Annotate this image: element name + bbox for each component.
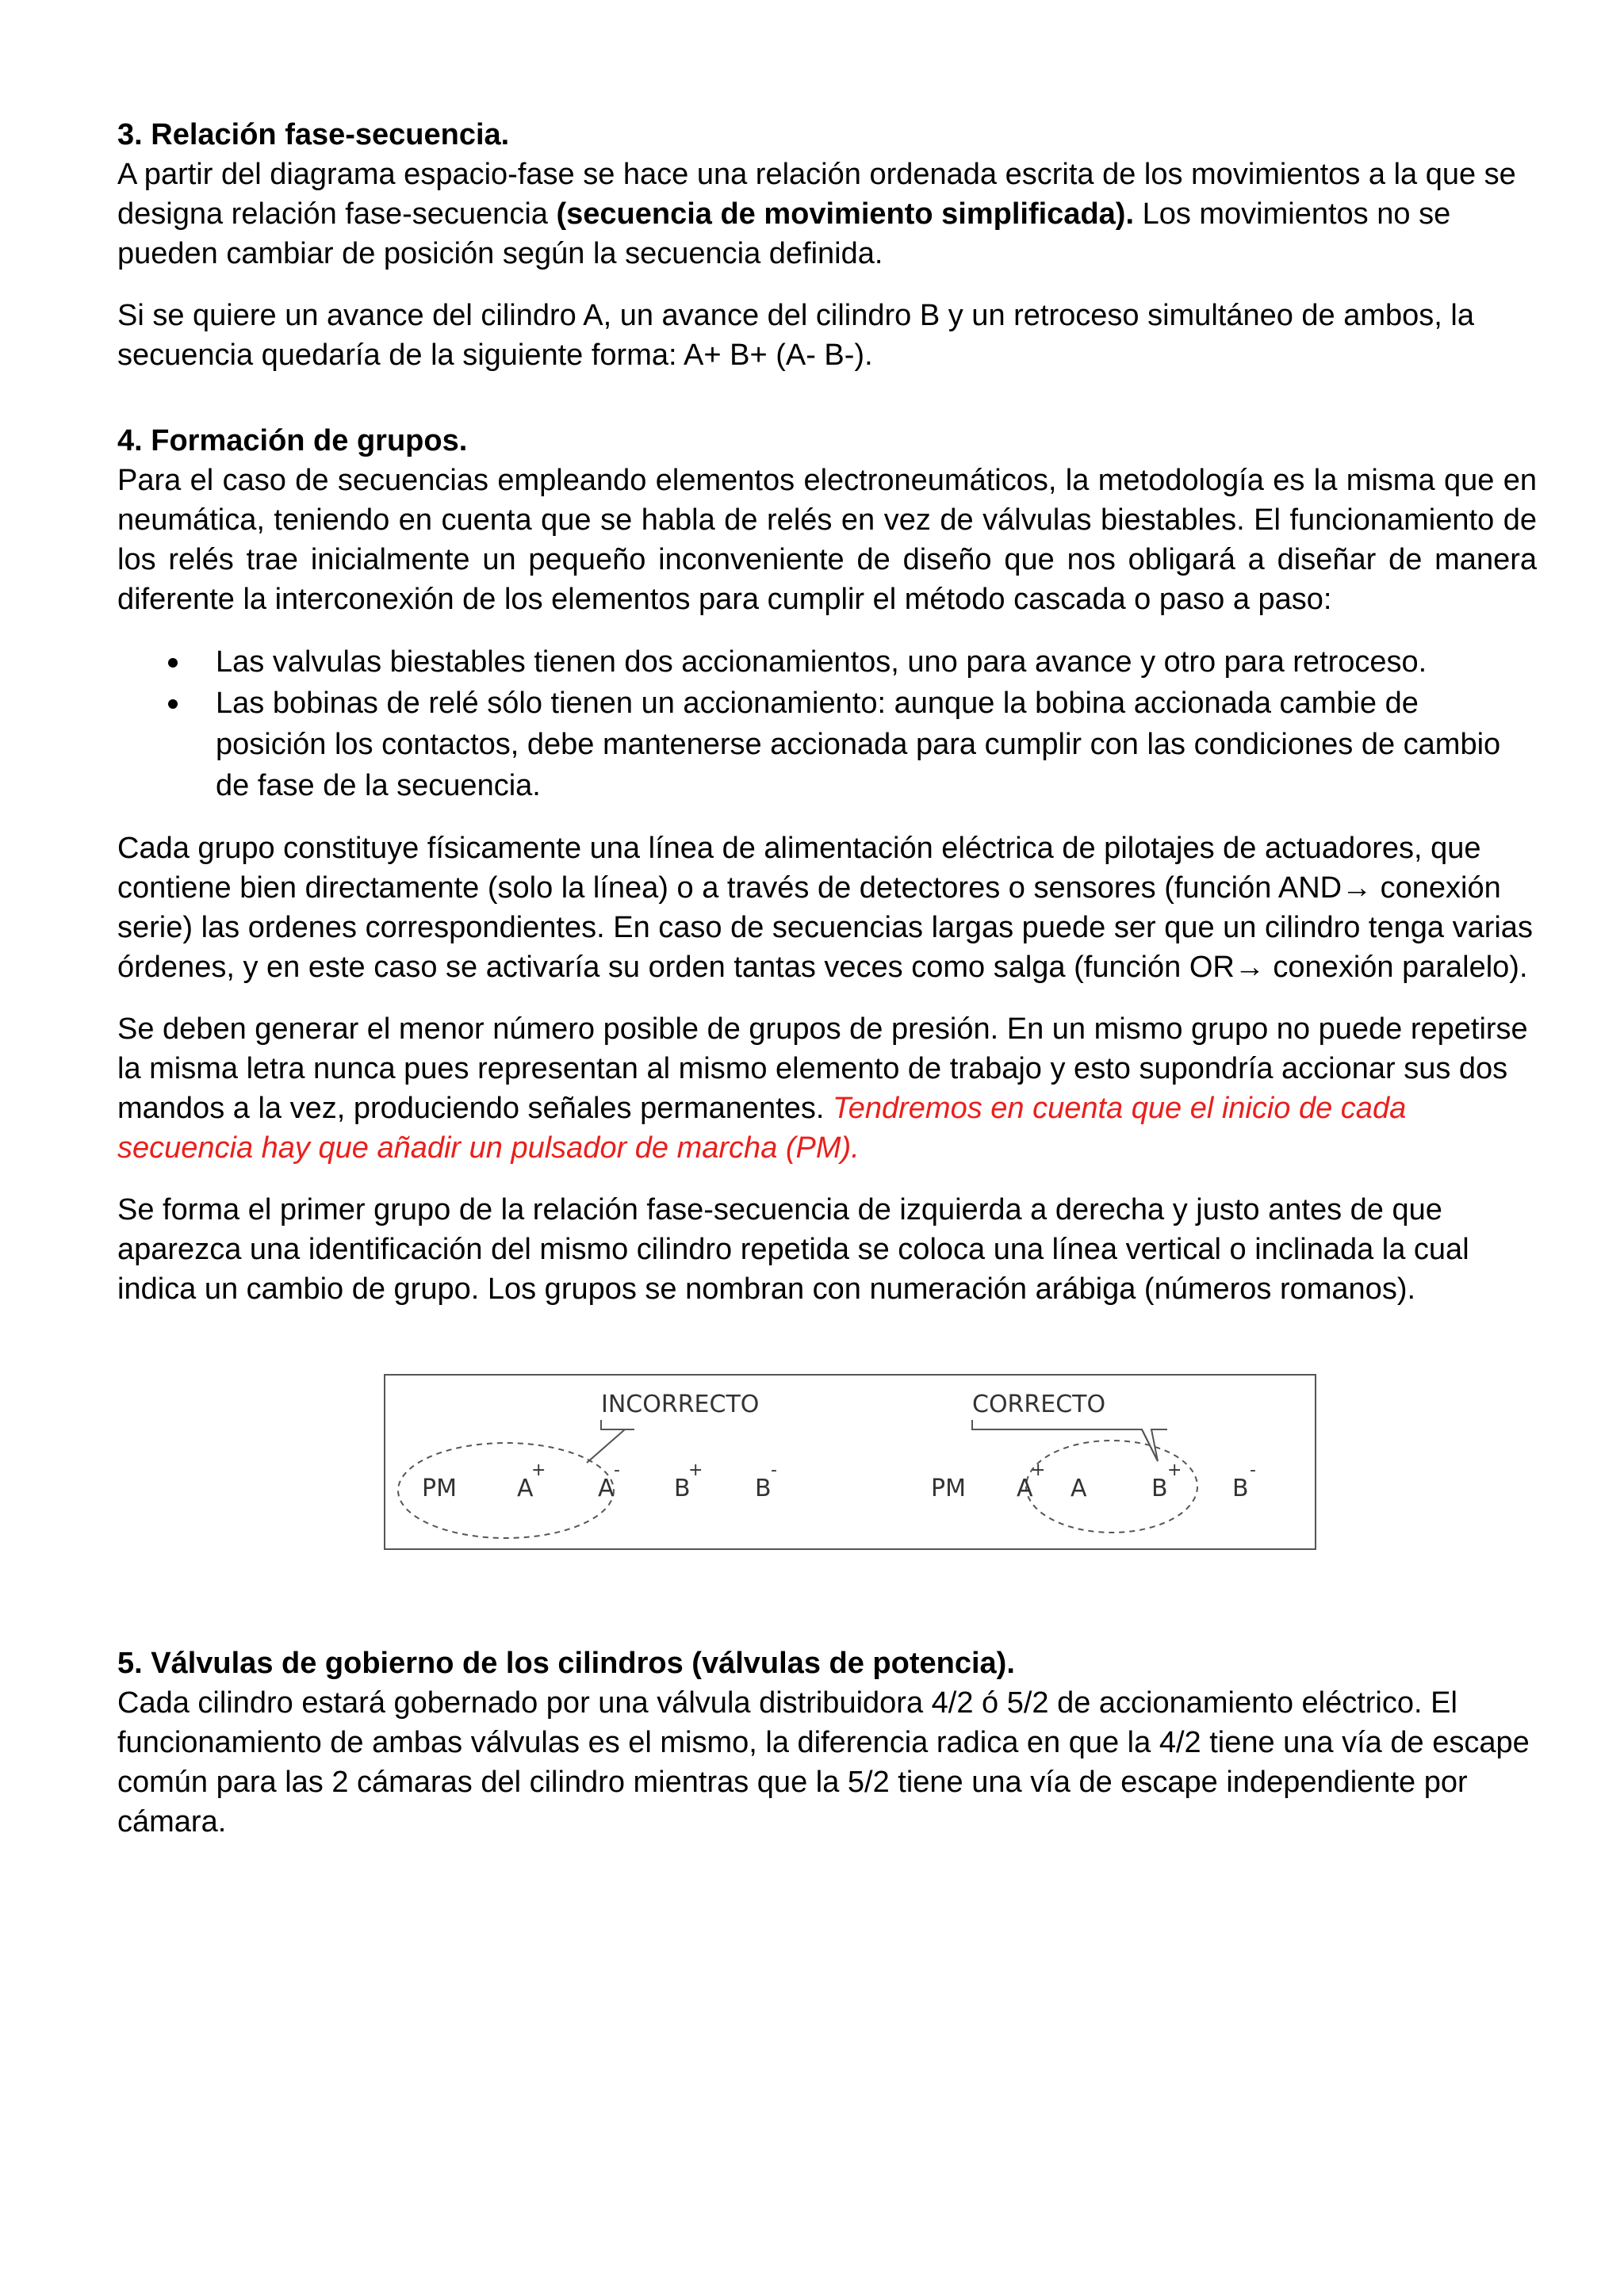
section-4-p3-text: Se deben generar el menor número posible de grupos de presión. En un mismo grupo no puede repetirse la misma letra nunca pues representan al mismo elemento de trabajo y esto supondría accionar sus dos mandos a la vez, produciendo señales permanentes. (117, 1012, 1528, 1125)
incorrect-item-b1: B (674, 1475, 691, 1502)
correct-sign-b2: - (1250, 1460, 1256, 1480)
section-4 (117, 421, 1537, 1309)
figure-wrap (117, 1342, 1537, 1644)
document-page (117, 115, 1537, 1864)
correct-pointer-tip (1142, 1429, 1167, 1461)
correct-pointer (972, 1420, 1158, 1461)
incorrect-item-a1: A (517, 1475, 534, 1502)
incorrect-sign-a2: - (614, 1460, 620, 1480)
incorrect-pointer (587, 1420, 625, 1463)
correct-item-b1: B (1151, 1475, 1168, 1502)
section-4-paragraph-3 (117, 1009, 1537, 1168)
section-4-paragraph-1: Para el caso de secuencias empleando elementos electroneumáticos, la metodología es la misma que en neumática, teniendo en cuenta que se habla de relés en vez de válvulas biestables. El funcionamiento de los relés trae inicialmente un pequeño inconveniente de diseño que nos obligará a diseñar de manera diferente la interconexión de los elementos para cumplir el método cascada o paso a paso: (117, 464, 1537, 616)
section-4-paragraph-2: Cada grupo constituye físicamente una línea de alimentación eléctrica de pilotajes de actuadores, que contiene bien directamente (solo la línea) o a través de detectores o sensores (función AND→ conexión serie) las ordenes correspondientes. En caso de secuencias largas puede ser que un cilindro tenga varias órdenes, y en este caso se activaría su orden tantas veces como salga (función OR→ conexión paralelo). (117, 832, 1533, 984)
correct-sign-b1: + (1167, 1460, 1182, 1480)
section-4-heading: 4. Formación de grupos. (117, 424, 468, 457)
section-3-paragraph-1 (117, 155, 1537, 274)
grouping-diagram (385, 1376, 1318, 1552)
section-3-p1-text-b: Los movimientos no se pueden cambiar de posición según la secuencia definida. (117, 197, 1451, 270)
section-3 (117, 115, 1537, 375)
section-3-p1-bold: (secuencia de movimiento simplificada). (556, 197, 1135, 231)
section-3-heading: 3. Relación fase-secuencia. (117, 118, 510, 151)
correct-item-pm: PM (931, 1475, 966, 1502)
incorrect-item-pm: PM (422, 1475, 457, 1502)
bullet-text: Las bobinas de relé sólo tienen un accionamiento: aunque la bobina accionada cambie de posición los contactos, debe mantenerse accionada para cumplir con las condiciones de cambio de fase de la secuencia. (216, 687, 1501, 802)
correct-item-a2: A (1071, 1475, 1087, 1502)
section-3-p1-text-a: A partir del diagrama espacio-fase se hace una relación ordenada escrita de los movimientos a la que se designa relación fase-secuencia (117, 158, 1516, 231)
bullet-icon (168, 699, 178, 709)
section-4-p3-highlight: Tendremos en cuenta que el inicio de cada secuencia hay que añadir un pulsador de marcha (PM). (117, 1092, 1407, 1165)
correct-sign-a1: + (1031, 1460, 1046, 1480)
grouping-figure (384, 1374, 1316, 1550)
list-item (117, 641, 1537, 683)
incorrect-sign-a1: + (531, 1460, 546, 1480)
section-5 (117, 1644, 1537, 1842)
incorrect-sign-b1: + (688, 1460, 703, 1480)
incorrect-label: INCORRECTO (601, 1391, 760, 1418)
section-4-bullet-list (117, 641, 1537, 806)
incorrect-item-a2: A (598, 1475, 615, 1502)
incorrect-item-b2: B (755, 1475, 772, 1502)
correct-item-b2: B (1232, 1475, 1249, 1502)
bullet-text: Las valvulas biestables tienen dos accionamientos, uno para avance y otro para retroceso. (216, 645, 1427, 679)
section-4-paragraph-4: Se forma el primer grupo de la relación fase-secuencia de izquierda a derecha y justo antes de que aparezca una identificación del mismo cilindro repetida se coloca una línea vertical o inclinada la cual indica un cambio de grupo. Los grupos se nombran con numeración arábiga (números romanos). (117, 1193, 1469, 1306)
bullet-icon (168, 658, 178, 668)
section-3-paragraph-2: Si se quiere un avance del cilindro A, un avance del cilindro B y un retroceso simultáneo de ambos, la secuencia quedaría de la siguiente forma: A+ B+ (A- B-). (117, 299, 1474, 372)
correct-label: CORRECTO (972, 1391, 1106, 1418)
correct-item-a1: A (1017, 1475, 1033, 1502)
section-5-paragraph-1: Cada cilindro estará gobernado por una válvula distribuidora 4/2 ó 5/2 de accionamiento eléctrico. El funcionamiento de ambas válvulas es el mismo, la diferencia radica en que la 4/2 tiene una vía de escape común para las 2 cámaras del cilindro mientras que la 5/2 tiene una vía de escape independiente por cámara. (117, 1686, 1530, 1839)
incorrect-sign-b2: - (771, 1460, 777, 1480)
correct-group-ellipse (1026, 1441, 1197, 1533)
list-item (117, 683, 1537, 806)
section-5-heading: 5. Válvulas de gobierno de los cilindros (válvulas de potencia). (117, 1647, 1015, 1680)
